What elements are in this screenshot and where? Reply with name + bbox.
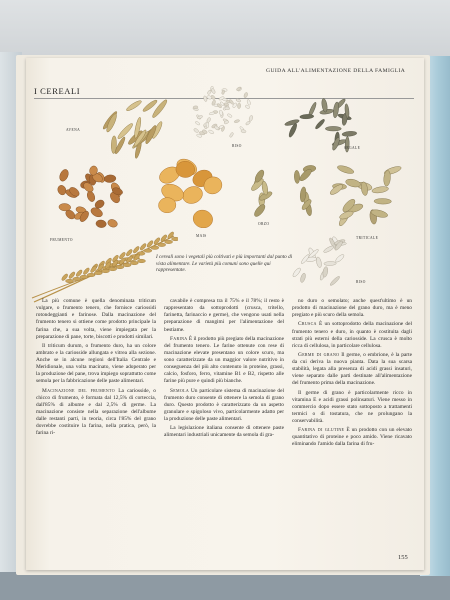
paragraph-text: Un particolare sistema di macinazione del frumento duro consente di ottenere la semola di grano duro. Questo prodotto è caratterizzato da un aspetto granulare e spigoloso vivo, particolarmente adatto per la produzione delle paste alimentari. (164, 387, 284, 422)
paragraph-lead: Farina (170, 335, 188, 342)
paragraph-text: Il germe di grano è particolarmente ricco in vitamina E e acidi grassi polinsaturi. Viene messo in commercio dopo essere stato sottoposto a trattamenti termici o di tostatura, che ne prolungano la conservabilità. (292, 389, 412, 424)
paragraph-text: La più comune è quella denominata triticum vulgare, o frumento tenero, che fornisce cariossidi rotondeggianti e farinose. Dalla macinazione del frumento tenero si ottiene come prodotto principale la farina che, a sua volta, viene impiegata per la preparazione di pane, torte, biscotti e prodotti similari. (36, 298, 156, 340)
label-avena: AVENA (66, 128, 81, 132)
segale-grains-illustration (282, 90, 362, 154)
paragraph (36, 298, 156, 341)
text-column-1 (36, 298, 156, 439)
paragraph-text: La legislazione italiana consente di ottenere paste alimentari industriali unicamente da semola di gra- (164, 425, 284, 439)
avena-grains-illustration (88, 96, 170, 162)
paragraph (164, 336, 284, 386)
label-riso-bottom: RISO (356, 280, 366, 284)
text-column-3 (292, 298, 412, 451)
paragraph (164, 298, 284, 334)
paragraph (292, 427, 412, 448)
page-number: 155 (398, 554, 408, 561)
section-title: I CEREALI (34, 86, 81, 96)
label-frumento: FRUMENTO (50, 238, 73, 242)
paragraph (292, 390, 412, 426)
paragraph-text: Il germe, o embrione, è la parte da cui deriva la nuova pianta. Data la sua scarsa stabilità, legata alla presenza di acidi grassi insaturi, viene separato dalle parti destinate all'alimentazione del frumento prima della macinazione. (292, 351, 412, 387)
figure-caption: I cereali sono i vegetali più coltivati e più importanti dal punto di vista alimentare. Le varietà più comuni sono quelle qui rappresentate. (156, 254, 293, 273)
mais-kernels-illustration (156, 158, 240, 228)
label-orzo: ORZO (258, 222, 270, 226)
label-riso-top: RISO (232, 144, 242, 148)
paragraph-text: La cariosside, o chicco di frumento, è formata dal 12,5% di corteccia, dall'85% di albume e dal 2,5% di germe. La macinazione consiste nella separazione dell'albume dalle restanti parti, in teoria, circa l'85% del grano dovrebbe costituire la farina, nella pratica, però, la farina ri- (36, 387, 157, 437)
paragraph-lead: Semola (170, 387, 190, 394)
paragraph (36, 343, 156, 386)
paragraph-text: È un prodotto con un elevato quantitativo di proteine e poco amido. Viene ricavato eliminando l'amido dalla farina di fru- (292, 427, 412, 448)
paragraph-text: cavabile è compresa tra il 75% e il 78%; il resto è rappresentato da sottoprodotti (crusca, tritello, farinetta, farinaccio e germe), che vengono usati nella preparazione di mangimi per l'alimentazione del bestiame. (164, 298, 284, 333)
paragraph (292, 352, 412, 388)
paragraph (164, 425, 284, 439)
paragraph-text: no duro o semolato; anche quest'ultimo è un prodotto di macinazione del grano duro, ma è meno pregiato e più scuro della semola. (292, 298, 412, 319)
paragraph-lead: Macinazione del frumento (42, 387, 115, 394)
paragraph (164, 388, 284, 424)
paragraph-text: È il prodotto più pregiato della macinazione del frumento tenero. Le farine ottenute con rese di macinazione elevate presentano un colore scuro, ma sono caratterizzate da un maggior valore nutritivo in conseguenza del più alto contenuto in proteine, grassi, calcio, fosforo, ferro, vitamine B1 e B2, rispetto alle farine più pure e quindi più bianche. (164, 335, 284, 385)
paragraph-lead: Germe di grano (298, 351, 340, 358)
running-header: GUIDA ALL'ALIMENTAZIONE DELLA FAMIGLIA (266, 68, 406, 74)
paragraph (292, 321, 412, 350)
book-page (26, 58, 424, 570)
label-triticale: TRITICALE (356, 236, 379, 240)
riso-top-grains-illustration (186, 80, 260, 144)
orzo-grains-illustration (248, 156, 322, 222)
paragraph-text: È un sottoprodotto della macinazione del frumento tenero e duro, in quanto è costituita dagli strati più esterni della cariosside. La crusca è molto ricca di cellulosa, in particolare cellulosa. (292, 321, 412, 349)
label-mais: MAIS (196, 234, 207, 238)
label-segale: SEGALE (344, 146, 361, 150)
desk-background-top (0, 0, 450, 60)
frumento-grains-illustration (50, 154, 132, 234)
text-column-2 (164, 298, 284, 441)
paragraph-text: Il triticum durum, o frumento duro, ha un colore ambrato e la cariosside allungata e vitrea alla sezione. Anche se in alcune regioni dell'Italia Centrale e Meridionale, una volta macinato, viene adoperato per la produzione del pane, trova impiego soprattutto come semola per la fabbricazione delle paste alimentari. (36, 342, 156, 385)
paragraph-lead: Farina di glutine (298, 427, 345, 434)
paragraph (36, 388, 156, 438)
triticale-grains-illustration (324, 160, 404, 230)
paragraph (292, 298, 412, 319)
paragraph-lead: Crusca (298, 321, 317, 328)
